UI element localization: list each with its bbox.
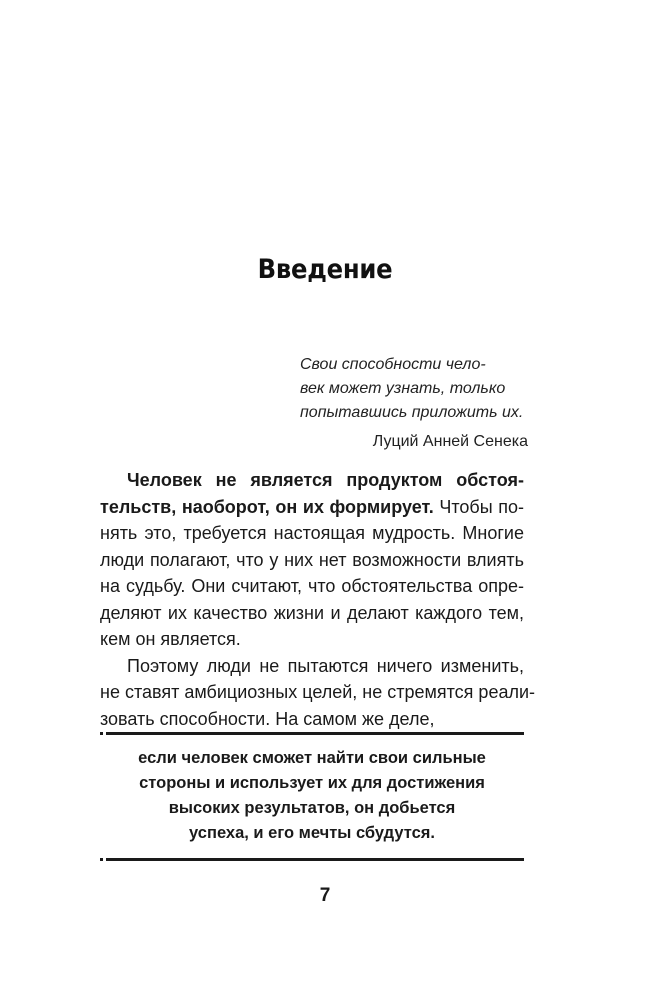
rule-dot bbox=[100, 858, 103, 861]
callout-top-rule bbox=[106, 732, 524, 735]
epigraph-line: попытавшись приложить их. bbox=[300, 404, 524, 421]
epigraph-author: Луций Анней Сенека bbox=[372, 433, 528, 450]
paragraph-text: Чтобы по- bbox=[433, 496, 524, 517]
callout-line: стороны и использует их для достижения bbox=[139, 774, 485, 792]
paragraph-1 bbox=[100, 467, 524, 653]
callout-line: успеха, и его мечты сбудутся. bbox=[189, 824, 435, 842]
paragraph-line: нять это, требуется настоящая мудрость. Многие bbox=[100, 523, 524, 543]
paragraph-line: зовать способности. На самом же деле, bbox=[100, 708, 435, 729]
epigraph bbox=[300, 353, 528, 453]
paragraph-line: не ставят амбициозных целей, не стремятся реали- bbox=[100, 682, 536, 702]
paragraph-line: люди полагают, что у них нет возможности влиять bbox=[100, 549, 524, 570]
callout-text bbox=[100, 735, 524, 858]
chapter-title: Введение bbox=[257, 254, 393, 285]
callout-box bbox=[100, 732, 524, 861]
paragraph-line: кем он является. bbox=[100, 629, 241, 649]
rule-dot bbox=[100, 732, 103, 735]
callout-bottom-rule bbox=[106, 858, 524, 861]
callout-line: если человек сможет найти свои сильные bbox=[138, 749, 486, 767]
body-text bbox=[100, 467, 536, 732]
paragraph-line: деляют их качество жизни и делают каждого тем, bbox=[100, 602, 524, 623]
page-number: 7 bbox=[319, 885, 331, 906]
paragraph-line: Поэтому люди не пытаются ничего изменить, bbox=[127, 655, 524, 676]
paragraph-2 bbox=[100, 653, 536, 733]
paragraph-line bbox=[100, 494, 524, 521]
epigraph-line: Свои способности чело- bbox=[300, 356, 486, 373]
epigraph-line: век может узнать, только bbox=[300, 380, 506, 397]
paragraph-line: на судьбу. Они считают, что обстоятельства опре- bbox=[100, 576, 524, 596]
paragraph-line: Человек не является продуктом обстоя- bbox=[127, 470, 524, 490]
callout-line: высоких результатов, он добьется bbox=[168, 799, 456, 817]
bold-statement: тельств, наоборот, он их формирует. bbox=[100, 496, 434, 517]
